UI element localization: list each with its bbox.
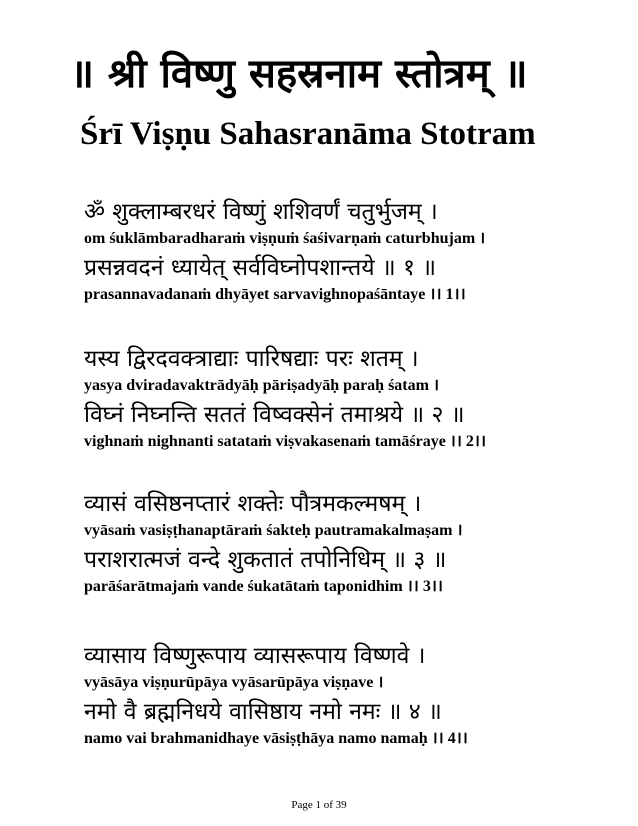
title-devanagari: ॥ श्री विष्णु सहस्रनाम स्तोत्रम् ॥ — [70, 51, 528, 97]
verse-line-transliteration: vyāsāya viṣṇurūpāya vyāsarūpāya viṣṇave । — [84, 674, 384, 691]
verse-line-transliteration: om śuklāmbaradharaṁ viṣṇuṁ śaśivarṇaṁ caturbhujam । — [84, 230, 486, 247]
verse-line-transliteration: prasannavadanaṁ dhyāyet sarvavighnopaśāntaye ।। 1।। — [84, 286, 466, 303]
verse-line-transliteration: vighnaṁ nighnanti satataṁ viṣvakasenaṁ tamāśraye ।। 2।। — [84, 433, 487, 450]
verse-line-devanagari: ॐ शुक्लाम्बरधरं विष्णुं शशिवर्णं चतुर्भुजम् । — [84, 199, 438, 225]
verse-line-devanagari: विघ्नं निघ्नन्ति सततं विष्वक्सेनं तमाश्रये ॥ २ ॥ — [84, 402, 465, 428]
verse-line-devanagari: प्रसन्नवदनं ध्यायेत् सर्वविघ्नोपशान्तये ॥ १ ॥ — [84, 255, 437, 281]
verse-line-transliteration: namo vai brahmanidhaye vāsiṣṭhāya namo namaḥ ।। 4।। — [84, 730, 468, 747]
verse-line-devanagari: व्यासाय विष्णुरूपाय व्यासरूपाय विष्णवे । — [84, 643, 426, 669]
verse-4 — [84, 640, 584, 752]
verse-line-devanagari: पराशरात्मजं वन्दे शुकतातं तपोनिधिम् ॥ ३ ॥ — [84, 547, 447, 573]
verse-line-transliteration: parāśarātmajaṁ vande śukatātaṁ taponidhim ।। 3।। — [84, 578, 443, 595]
verse-1 — [84, 196, 584, 308]
verse-line-devanagari: यस्य द्विरदवक्त्राद्याः पारिषद्याः परः शतम् । — [84, 346, 419, 372]
verse-line-transliteration: yasya dviradavaktrādyāḥ pāriṣadyāḥ paraḥ śatam । — [84, 377, 440, 394]
verse-3 — [84, 488, 584, 600]
page-number-footer: Page 1 of 39 — [291, 799, 347, 811]
title-transliteration: Śrī Viṣṇu Sahasranāma Stotram — [80, 116, 536, 152]
verse-line-devanagari: नमो वै ब्रह्मनिधये वासिष्ठाय नमो नमः ॥ ४ ॥ — [84, 699, 442, 725]
verse-line-transliteration: vyāsaṁ vasiṣṭhanaptāraṁ śakteḥ pautramakalmaṣam । — [84, 522, 463, 539]
verse-2 — [84, 343, 584, 455]
verse-line-devanagari: व्यासं वसिष्ठनप्तारं शक्तेः पौत्रमकल्मषम् । — [84, 491, 422, 517]
